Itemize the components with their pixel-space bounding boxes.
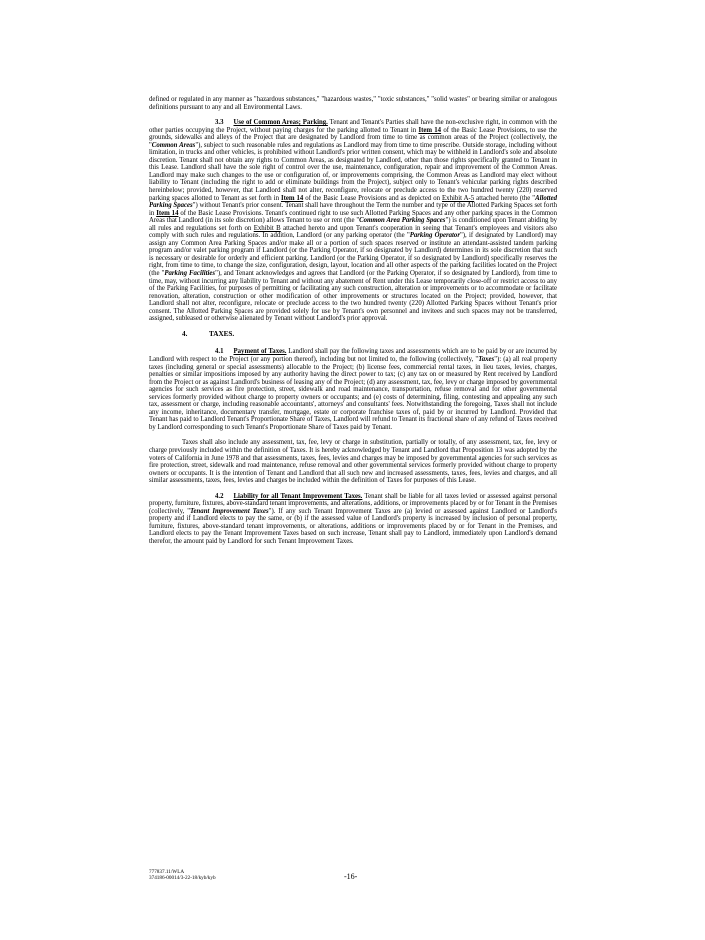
section-4-2-paragraph: 4.2 Liability for all Tenant Improvement Taxes. Tenant shall be liable for all taxes levied or assessed against personal property, furniture, fixtures, above-standard tenant improvements, and alterations, additions, or improvements placed by or for Tenant in the Premises (collectively, "Tenant Improvement Taxes"). If any such Tenant Improvement Taxes are (a) levied or assessed against Landlord or Landlord's property and if Landlord elects to pay the same, or (b) if the assessed value of Landlord's property is increased by inclusion of personal property, furniture, fixtures, above-standard tenant improvements, or alterations, additions or improvements placed by or for Tenant in the Premises, and Landlord elects to pay the Tenant Improvement Taxes based on such increase, Tenant shall pay to Landlord, immediately upon Landlord's demand therefor, the amount paid by Landlord for such Tenant Improvement Taxes. xyxy=(149,492,558,545)
document-body xyxy=(149,96,557,554)
footer-doc-id-line: 374186-00014/3-22-18/kyb/kyb xyxy=(149,875,216,882)
section-3-3-paragraph: 3.3 Use of Common Areas; Parking. Tenant and Tenant's Parties shall have the non-exclusive right, in common with the other parties occupying the Project, without paying charges for the parking allotted to Tenant in Item 14 of the Basic Lease Provisions, to use the grounds, sidewalks and alleys of the Project that are designated by Landlord from time to time as common areas of the Project (collectively, the "Common Areas"), subject to such reasonable rules and regulations as Landlord may from time to time prescribe. Outside storage, including without limitation, in trucks and other vehicles, is prohibited without Landlord's prior written consent, which may be withheld in Landlord's sole and absolute discretion. Tenant shall not obtain any rights to Common Areas, as designated by Landlord, other than those rights specifically granted to Tenant in this Lease. Landlord shall have the sole right of control over the use, maintenance, configuration, repair and improvement of the Common Areas. Landlord may make such changes to the use or configuration of, or improvements comprising, the Common Areas as Landlord may elect without liability to Tenant (including the right to add or eliminate buildings from the Project), subject only to Tenant's vehicular parking rights described hereinbelow; provided, however, that Landlord shall not alter, reconfigure, relocate or preclude access to the two hundred twenty (220) reserved parking spaces allotted to Tenant as set forth in Item 14 of the Basic Lease Provisions and as depicted on Exhibit A-5 attached hereto (the "Allotted Parking Spaces") without Tenant's prior consent. Tenant shall have throughout the Term the number and type of the Allotted Parking Spaces set forth in Item 14 of the Basic Lease Provisions. Tenant's continued right to use such Allotted Parking Spaces and any other parking spaces in the Common Areas that Landlord (in its sole discretion) allows Tenant to use or rent (the "Common Area Parking Spaces") is conditioned upon Tenant abiding by all rules and regulations set forth on Exhibit B attached hereto and upon Tenant's cooperation in seeing that Tenant's employees and visitors also comply with such rules and regulations. In addition, Landlord (or any parking operator (the "Parking Operator"), if designated by Landlord) may assign any Common Area Parking Spaces and/or make all or a portion of such spaces reserved or institute an attendant-assisted tandem parking program and/or valet parking program if Landlord (or the Parking Operator, if so designated by Landlord) determines in its sole discretion that such is necessary or desirable for orderly and efficient parking. Landlord (or the Parking Operator, if so designated by Landlord) specifically reserves the right, from time to time, to change the size, configuration, design, layout, location and all other aspects of the parking facilities located on the Project (the "Parking Facilities"), and Tenant acknowledges and agrees that Landlord (or the Parking Operator, if so designated by Landlord), from time to time, may, without incurring any liability to Tenant and without any abatement of Rent under this Lease temporarily close-off or restrict access to any of the Parking Facilities, for purposes of permitting or facilitating any such construction, alteration or improvements or to accommodate or facilitate renovation, alteration, construction or other modification of other improvements or structures located on the Project; provided, however, that Landlord shall not alter, reconfigure, relocate or preclude access to the two hundred twenty (220) Allotted Parking Spaces without Tenant's prior consent. The Allotted Parking Spaces are provided solely for use by Tenant's own personnel and invitees and such spaces may not be transferred, assigned, subleased or otherwise alienated by Tenant without Landlord's prior approval. xyxy=(149,119,558,323)
defined-term: Parking Operator xyxy=(409,232,460,240)
defined-term: Common Area Parking Spaces xyxy=(359,217,446,225)
defined-term: Parking Facilities xyxy=(164,270,216,278)
section-4-1-paragraph: 4.1 Payment of Taxes. Landlord shall pay the following taxes and assessments which are to be paid by or are incurred by Landlord with respect to the Project (or any portion thereof), including but not limited to, the following (collectively, "Taxes"): (a) all real property taxes (including general or special assessments) allocable to the Project; (b) license fees, commercial rental taxes, in lieu taxes, levies, charges, penalties or similar impositions imposed by any authority having the direct power to tax; (c) any tax on or measured by Rent received by Landlord from the Project or as against Landlord's business of leasing any of the Project; (d) any assessment, tax, fee, levy or charge imposed by governmental agencies for such services as fire protection, street, sidewalk and road maintenance, transportation, refuse removal and for other governmental services formerly provided without charge to property owners or occupants; and (e) costs of determining, filing, contesting and appealing any such tax, assessment or charge, including reasonable accountants', attorneys' and consultants' fees. Notwithstanding the foregoing, Taxes shall not include any income, inheritance, documentary transfer, mortgage, estate or corporate franchise taxes of, paid by or incurred by Landlord. Provided that Tenant has paid to Landlord Tenant's Proportionate Share of Taxes, Landlord will refund to Tenant its fractional share of any refund of Taxes received by Landlord corresponding to such Tenant's Proportionate Share of Taxes paid by Tenant. xyxy=(149,348,557,431)
taxes-paragraph: Taxes shall also include any assessment, tax, fee, levy or charge in substitution, partially or totally, of any assessment, tax, fee, levy or charge previously included within the definition of Taxes. It is hereby acknowledged by Tenant and Landlord that Proposition 13 was adopted by the voters of California in June 1978 and that assessments, taxes, fees, levies and charges may be imposed by governmental agencies for such services as fire protection, street, sidewalk and road maintenance, refuse removal and other governmental services formerly provided without charge to property owners or occupants. It is the intention of Tenant and Landlord that all such new and increased assessments, taxes, fees, levies and charges, and all similar assessments, taxes, fees, levies and charges be included within the definition of Taxes for purposes of this Lease. xyxy=(149,439,557,485)
intro-paragraph: defined or regulated in any manner as "hazardous substances," "hazardous wastes," "toxic substances," "solid wastes" or bearing similar or analogous definitions pursuant to any and all Environmental Laws. xyxy=(149,96,557,111)
defined-term: Taxes xyxy=(478,355,495,363)
defined-term: Allotted Parking Spaces xyxy=(149,194,557,210)
defined-term: Tenant Improvement Taxes xyxy=(189,507,269,515)
section-heading: Use of Common Areas; Parking. xyxy=(233,119,328,127)
item-reference: Item 14 xyxy=(280,194,304,202)
item-reference: Item 14 xyxy=(418,126,442,134)
section-number: 3.3 xyxy=(215,119,224,127)
exhibit-reference: Exhibit A-5 xyxy=(442,194,475,202)
section-heading: Liability for all Tenant Improvement Taxes. xyxy=(233,492,363,500)
article-number: 4. xyxy=(182,329,188,338)
section-number: 4.2 xyxy=(215,492,224,500)
footer-document-id xyxy=(149,869,216,881)
section-heading: Payment of Taxes. xyxy=(233,348,287,356)
defined-term: Common Areas xyxy=(151,141,196,149)
exhibit-reference: Exhibit B xyxy=(253,224,281,232)
footer-doc-id-line: 777837.11/WLA xyxy=(149,869,185,875)
article-heading xyxy=(182,331,557,339)
item-reference: Item 14 xyxy=(156,209,179,217)
article-title: TAXES. xyxy=(209,329,235,338)
page-number: -16- xyxy=(344,872,358,881)
section-number: 4.1 xyxy=(215,348,224,356)
